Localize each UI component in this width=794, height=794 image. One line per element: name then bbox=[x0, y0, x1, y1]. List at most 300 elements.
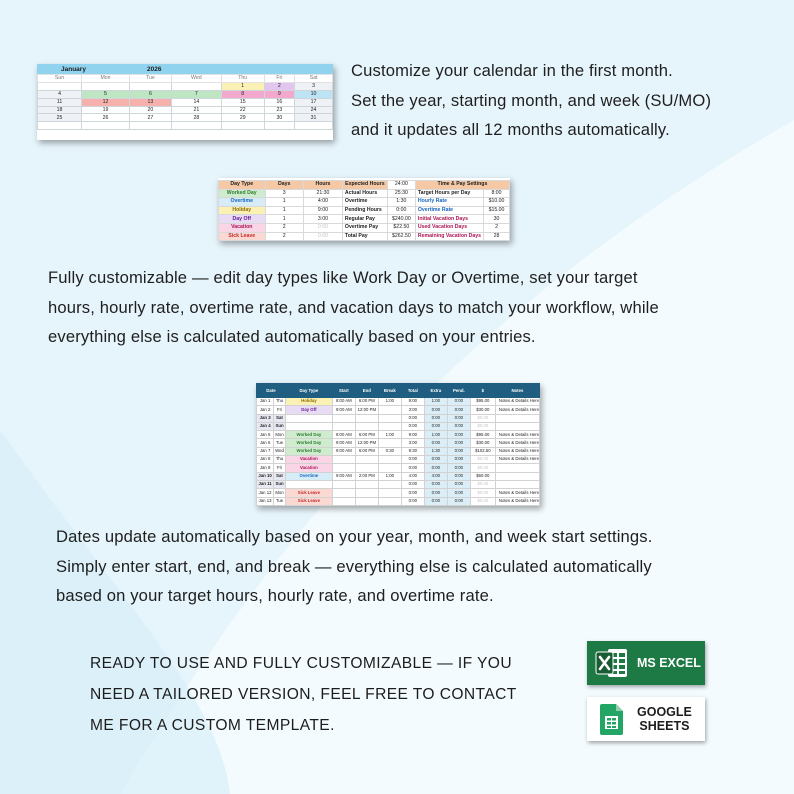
cell-pay: $0.00 bbox=[470, 497, 495, 505]
cell-total: 9:00 bbox=[401, 431, 424, 439]
cell-date: Jan 6 bbox=[257, 439, 274, 447]
cell-start bbox=[332, 414, 355, 422]
weekday: Sat bbox=[295, 75, 333, 83]
cell-pay: $95.00 bbox=[470, 431, 495, 439]
cell-total: 0:00 bbox=[401, 464, 424, 472]
cell-pend: 0:00 bbox=[447, 456, 470, 464]
calendar-day: 6 bbox=[129, 90, 171, 98]
cell-wd: Sat bbox=[274, 472, 286, 480]
cell-date: Jan 11 bbox=[257, 480, 274, 488]
cell-start: 9:00 AM bbox=[332, 447, 355, 455]
time-log-row bbox=[257, 489, 540, 497]
custom-template-note bbox=[90, 648, 517, 741]
cell-date: Jan 10 bbox=[257, 472, 274, 480]
cell-total: 0:00 bbox=[401, 480, 424, 488]
cell-wd: Mon bbox=[274, 431, 286, 439]
cell-start: 9:00 AM bbox=[332, 472, 355, 480]
weekday: Thu bbox=[221, 75, 264, 83]
calendar-day: 8 bbox=[221, 90, 264, 98]
time-log-row bbox=[257, 422, 540, 430]
column-header: $ bbox=[470, 384, 495, 398]
cell-pay: $60.00 bbox=[470, 472, 495, 480]
summary-label: Regular Pay bbox=[342, 215, 387, 224]
cell-brk bbox=[378, 497, 401, 505]
google-sheets-icon bbox=[595, 702, 629, 736]
calendar-day: 20 bbox=[129, 106, 171, 114]
cell-type: Overtime bbox=[285, 472, 332, 480]
cell-notes: Notes & Details Here bbox=[495, 497, 539, 505]
expected-hours-value: 24:00 bbox=[387, 181, 415, 190]
cell-pay: $0.00 bbox=[470, 489, 495, 497]
cell-end: 2:00 PM bbox=[355, 472, 378, 480]
cell-type: Worked Day bbox=[285, 439, 332, 447]
description-line: Set the year, starting month, and week (SU/MO) bbox=[351, 90, 712, 110]
settings-row bbox=[219, 198, 510, 207]
cell-extra: 0:00 bbox=[424, 422, 447, 430]
cell-date: Jan 12 bbox=[257, 489, 274, 497]
cell-brk: 1:00 bbox=[378, 398, 401, 406]
cell-pend: 0:00 bbox=[447, 439, 470, 447]
day-type-label: Sick Leave bbox=[219, 232, 266, 241]
ms-excel-badge bbox=[587, 641, 705, 685]
google-sheets-label bbox=[637, 705, 692, 733]
cell-brk bbox=[378, 414, 401, 422]
calendar-description bbox=[351, 56, 711, 145]
calendar-day: 12 bbox=[82, 98, 130, 106]
time-log-row bbox=[257, 406, 540, 414]
cell-brk bbox=[378, 464, 401, 472]
calendar-week bbox=[38, 122, 333, 130]
time-log-row bbox=[257, 431, 540, 439]
calendar-day: 10 bbox=[295, 90, 333, 98]
day-type-label: Vacation bbox=[219, 223, 266, 232]
calendar-day: 7 bbox=[171, 90, 221, 98]
cell-type: Worked Day bbox=[285, 447, 332, 455]
cell-date: Jan 7 bbox=[257, 447, 274, 455]
cell-total: 3:00 bbox=[401, 439, 424, 447]
cell-pay: $0.00 bbox=[470, 456, 495, 464]
time-log-row bbox=[257, 464, 540, 472]
cell-pend: 0:00 bbox=[447, 497, 470, 505]
settings-header-row bbox=[219, 181, 510, 190]
time-log-header-row bbox=[257, 384, 540, 398]
cell-notes: Notes & Details Here bbox=[495, 489, 539, 497]
description-line: and it updates all 12 months automatically. bbox=[351, 120, 670, 139]
cell-pend: 0:00 bbox=[447, 480, 470, 488]
day-count: 3 bbox=[265, 189, 303, 198]
time-log-row bbox=[257, 439, 540, 447]
cell-type: Vacation bbox=[285, 464, 332, 472]
note-line: NEED A TAILORED VERSION, FEEL FREE TO CONTACT bbox=[90, 686, 517, 703]
calendar-day: 25 bbox=[38, 114, 82, 122]
calendar-day: 9 bbox=[264, 90, 294, 98]
settings-row bbox=[219, 189, 510, 198]
cell-pay: $30.00 bbox=[470, 406, 495, 414]
cell-brk bbox=[378, 422, 401, 430]
cell-end: 6:00 PM bbox=[355, 447, 378, 455]
cell-date: Jan 5 bbox=[257, 431, 274, 439]
cell-notes bbox=[495, 472, 539, 480]
time-log-row bbox=[257, 497, 540, 505]
weekday-row bbox=[38, 75, 333, 83]
calendar-day bbox=[221, 122, 264, 130]
cell-notes bbox=[495, 414, 539, 422]
cell-wd: Thu bbox=[274, 398, 286, 406]
cell-extra: 0:00 bbox=[424, 456, 447, 464]
cell-date: Jan 8 bbox=[257, 456, 274, 464]
cell-date: Jan 13 bbox=[257, 497, 274, 505]
cell-extra: 1:00 bbox=[424, 398, 447, 406]
cell-pay: $0.00 bbox=[470, 414, 495, 422]
cell-end bbox=[355, 464, 378, 472]
cell-start bbox=[332, 497, 355, 505]
calendar-day bbox=[171, 122, 221, 130]
cell-pend: 0:00 bbox=[447, 489, 470, 497]
cell-wd: Fri bbox=[274, 464, 286, 472]
settings-table bbox=[218, 180, 510, 241]
settings-row bbox=[219, 206, 510, 215]
note-line: ME FOR A CUSTOM TEMPLATE. bbox=[90, 717, 335, 734]
column-header: Start bbox=[332, 384, 355, 398]
cell-pay: $30.00 bbox=[470, 439, 495, 447]
cell-end bbox=[355, 422, 378, 430]
cell-type: Sick Leave bbox=[285, 497, 332, 505]
calendar-grid bbox=[37, 74, 333, 130]
pay-setting-label: Target Hours per Day bbox=[415, 189, 483, 198]
calendar-year: 2026 bbox=[147, 65, 162, 73]
summary-label: Overtime bbox=[342, 198, 387, 207]
cell-pay: $0.00 bbox=[470, 422, 495, 430]
cell-extra: 0:00 bbox=[424, 406, 447, 414]
weekday: Wed bbox=[171, 75, 221, 83]
cell-extra: 0:00 bbox=[424, 439, 447, 447]
cell-total: 9:00 bbox=[401, 398, 424, 406]
day-type-label: Day Off bbox=[219, 215, 266, 224]
cell-start: 9:00 AM bbox=[332, 406, 355, 414]
cell-extra: 0:00 bbox=[424, 414, 447, 422]
cell-wd: Sun bbox=[274, 480, 286, 488]
cell-start bbox=[332, 456, 355, 464]
column-header: Break bbox=[378, 384, 401, 398]
column-header: Extra bbox=[424, 384, 447, 398]
column-header: Total bbox=[401, 384, 424, 398]
column-header: Day Type bbox=[219, 181, 266, 190]
cell-end bbox=[355, 414, 378, 422]
cell-notes bbox=[495, 422, 539, 430]
cell-wd: Tue bbox=[274, 439, 286, 447]
cell-date: Jan 2 bbox=[257, 406, 274, 414]
cell-total: 9:30 bbox=[401, 447, 424, 455]
cell-type: Vacation bbox=[285, 456, 332, 464]
cell-pend: 0:00 bbox=[447, 472, 470, 480]
weekday: Sun bbox=[38, 75, 82, 83]
day-hours: 0:00 bbox=[303, 232, 342, 241]
cell-pend: 0:00 bbox=[447, 447, 470, 455]
cell-start: 8:00 AM bbox=[332, 431, 355, 439]
day-count: 2 bbox=[265, 232, 303, 241]
cell-brk: 0:30 bbox=[378, 447, 401, 455]
cell-pay: $95.00 bbox=[470, 398, 495, 406]
cell-date: Jan 1 bbox=[257, 398, 274, 406]
cell-extra: 1:00 bbox=[424, 431, 447, 439]
cell-brk: 1:00 bbox=[378, 472, 401, 480]
day-type-label: Worked Day bbox=[219, 189, 266, 198]
cell-pend: 0:00 bbox=[447, 398, 470, 406]
cell-pend: 0:00 bbox=[447, 406, 470, 414]
settings-description bbox=[48, 263, 659, 352]
cell-brk bbox=[378, 480, 401, 488]
pay-setting-value: $10.00 bbox=[484, 198, 510, 207]
summary-label: Actual Hours bbox=[342, 189, 387, 198]
column-header: Time & Pay Settings bbox=[415, 181, 509, 190]
pay-setting-value: 2 bbox=[484, 223, 510, 232]
cell-start bbox=[332, 422, 355, 430]
summary-label: Total Pay bbox=[342, 232, 387, 241]
calendar-day: 23 bbox=[264, 106, 294, 114]
cell-wd: Sun bbox=[274, 422, 286, 430]
summary-value: $22.50 bbox=[387, 223, 415, 232]
cell-pay: $0.00 bbox=[470, 464, 495, 472]
calendar-day bbox=[129, 82, 171, 90]
calendar-day: 15 bbox=[221, 98, 264, 106]
cell-wd: Thu bbox=[274, 456, 286, 464]
excel-icon bbox=[595, 646, 629, 680]
calendar-day bbox=[82, 82, 130, 90]
time-log-row bbox=[257, 447, 540, 455]
description-line: Customize your calendar in the first month. bbox=[351, 61, 673, 80]
calendar-week bbox=[38, 106, 333, 114]
day-hours: 9:00 bbox=[303, 206, 342, 215]
cell-start: 8:00 AM bbox=[332, 398, 355, 406]
calendar-day bbox=[38, 82, 82, 90]
calendar-week bbox=[38, 98, 333, 106]
cell-wd: Mon bbox=[274, 489, 286, 497]
calendar-preview bbox=[37, 64, 333, 140]
day-count: 2 bbox=[265, 223, 303, 232]
cell-total: 0:00 bbox=[401, 422, 424, 430]
day-count: 1 bbox=[265, 198, 303, 207]
day-type-label: Holiday bbox=[219, 206, 266, 215]
calendar-day: 17 bbox=[295, 98, 333, 106]
cell-notes bbox=[495, 480, 539, 488]
cell-brk bbox=[378, 406, 401, 414]
column-header: Pend. bbox=[447, 384, 470, 398]
description-line: everything else is calculated automatically based on your entries. bbox=[48, 327, 536, 346]
cell-start bbox=[332, 489, 355, 497]
calendar-day: 29 bbox=[221, 114, 264, 122]
day-count: 1 bbox=[265, 206, 303, 215]
pay-setting-label: Initial Vacation Days bbox=[415, 215, 483, 224]
calendar-day bbox=[264, 122, 294, 130]
cell-date: Jan 9 bbox=[257, 464, 274, 472]
cell-date: Jan 4 bbox=[257, 422, 274, 430]
time-log-row bbox=[257, 472, 540, 480]
cell-end: 12:00 PM bbox=[355, 439, 378, 447]
time-log-row bbox=[257, 456, 540, 464]
calendar-day: 30 bbox=[264, 114, 294, 122]
cell-type: Holiday bbox=[285, 398, 332, 406]
calendar-day: 4 bbox=[38, 90, 82, 98]
cell-extra: 0:00 bbox=[424, 480, 447, 488]
cell-end bbox=[355, 497, 378, 505]
cell-total: 0:00 bbox=[401, 456, 424, 464]
calendar-header bbox=[37, 64, 333, 74]
settings-row bbox=[219, 232, 510, 241]
calendar-day: 3 bbox=[295, 82, 333, 90]
calendar-week bbox=[38, 90, 333, 98]
day-hours: 21:30 bbox=[303, 189, 342, 198]
cell-brk: 1:00 bbox=[378, 431, 401, 439]
day-type-label: Overtime bbox=[219, 198, 266, 207]
cell-type bbox=[285, 422, 332, 430]
calendar-day: 21 bbox=[171, 106, 221, 114]
calendar-day bbox=[171, 82, 221, 90]
cell-total: 3:00 bbox=[401, 406, 424, 414]
cell-extra: 1:30 bbox=[424, 447, 447, 455]
pay-setting-label: Hourly Rate bbox=[415, 198, 483, 207]
summary-value: $240.00 bbox=[387, 215, 415, 224]
cell-type bbox=[285, 414, 332, 422]
column-header: Date bbox=[257, 384, 286, 398]
summary-label: Pending Hours bbox=[342, 206, 387, 215]
cell-notes: Notes & Details Here bbox=[495, 398, 539, 406]
cell-brk bbox=[378, 489, 401, 497]
cell-total: 0:00 bbox=[401, 414, 424, 422]
settings-row bbox=[219, 223, 510, 232]
cell-pay: $102.50 bbox=[470, 447, 495, 455]
pay-setting-value: 30 bbox=[484, 215, 510, 224]
cell-start bbox=[332, 464, 355, 472]
cell-type: Day Off bbox=[285, 406, 332, 414]
cell-wd: Fri bbox=[274, 406, 286, 414]
calendar-day: 5 bbox=[82, 90, 130, 98]
weekday: Fri bbox=[264, 75, 294, 83]
cell-end bbox=[355, 456, 378, 464]
summary-label: Overtime Pay bbox=[342, 223, 387, 232]
description-line: Fully customizable — edit day types like Work Day or Overtime, set your target bbox=[48, 268, 638, 287]
description-line: Simply enter start, end, and break — everything else is calculated automatically bbox=[56, 556, 652, 576]
cell-pend: 0:00 bbox=[447, 422, 470, 430]
cell-wd: Sat bbox=[274, 414, 286, 422]
cell-extra: 0:00 bbox=[424, 464, 447, 472]
description-line: Dates update automatically based on your year, month, and week start settings. bbox=[56, 527, 653, 546]
description-line: hours, hourly rate, overtime rate, and vacation days to match your workflow, while bbox=[48, 297, 659, 317]
cell-wd: Wed bbox=[274, 447, 286, 455]
column-header: Days bbox=[265, 181, 303, 190]
cell-total: 4:00 bbox=[401, 472, 424, 480]
summary-value: 25:30 bbox=[387, 189, 415, 198]
calendar-day: 28 bbox=[171, 114, 221, 122]
google-sheets-badge bbox=[587, 697, 705, 741]
cell-extra: 0:00 bbox=[424, 489, 447, 497]
cell-extra: 0:00 bbox=[424, 497, 447, 505]
summary-value: 1:30 bbox=[387, 198, 415, 207]
cell-pay: $0.00 bbox=[470, 480, 495, 488]
calendar-day: 26 bbox=[82, 114, 130, 122]
calendar-day: 24 bbox=[295, 106, 333, 114]
cell-date: Jan 3 bbox=[257, 414, 274, 422]
settings-row bbox=[219, 215, 510, 224]
pay-setting-value: 28 bbox=[484, 232, 510, 241]
time-log-table bbox=[256, 383, 540, 506]
calendar-day: 16 bbox=[264, 98, 294, 106]
cell-end: 6:00 PM bbox=[355, 398, 378, 406]
time-log-description bbox=[56, 522, 653, 611]
cell-notes: Notes & Details Here bbox=[495, 431, 539, 439]
cell-wd: Tue bbox=[274, 497, 286, 505]
cell-pend: 0:00 bbox=[447, 464, 470, 472]
cell-notes: Notes & Details Here bbox=[495, 439, 539, 447]
calendar-week bbox=[38, 114, 333, 122]
time-log-row bbox=[257, 480, 540, 488]
time-log-body bbox=[257, 398, 540, 506]
pay-setting-label: Used Vacation Days bbox=[415, 223, 483, 232]
day-hours: 3:00 bbox=[303, 215, 342, 224]
day-hours: 0:00 bbox=[303, 223, 342, 232]
cell-end bbox=[355, 489, 378, 497]
cell-total: 0:00 bbox=[401, 489, 424, 497]
cell-notes: Notes & Details Here bbox=[495, 406, 539, 414]
google-sheets-label-line: GOOGLE bbox=[637, 705, 692, 719]
cell-end: 12:00 PM bbox=[355, 406, 378, 414]
calendar-day bbox=[129, 122, 171, 130]
cell-notes: Notes & Details Here bbox=[495, 456, 539, 464]
time-log-row bbox=[257, 414, 540, 422]
calendar-day: 14 bbox=[171, 98, 221, 106]
calendar-day: 11 bbox=[38, 98, 82, 106]
calendar-day bbox=[38, 122, 82, 130]
calendar-day: 22 bbox=[221, 106, 264, 114]
cell-type bbox=[285, 480, 332, 488]
calendar-week bbox=[38, 82, 333, 90]
pay-setting-value: 8:00 bbox=[484, 189, 510, 198]
cell-end: 6:00 PM bbox=[355, 431, 378, 439]
calendar-day: 31 bbox=[295, 114, 333, 122]
calendar-day: 13 bbox=[129, 98, 171, 106]
calendar-day: 2 bbox=[264, 82, 294, 90]
time-log-row bbox=[257, 398, 540, 406]
cell-start: 9:00 AM bbox=[332, 439, 355, 447]
calendar-day: 27 bbox=[129, 114, 171, 122]
google-sheets-label-line: SHEETS bbox=[639, 719, 690, 733]
cell-brk bbox=[378, 439, 401, 447]
cell-pend: 0:00 bbox=[447, 414, 470, 422]
summary-value: $262.50 bbox=[387, 232, 415, 241]
column-header: Day Type bbox=[285, 384, 332, 398]
column-header: End bbox=[355, 384, 378, 398]
pay-setting-value: $15.00 bbox=[484, 206, 510, 215]
time-log-preview bbox=[256, 383, 540, 506]
pay-setting-label: Remaining Vacation Days bbox=[415, 232, 483, 241]
cell-notes: Notes & Details Here bbox=[495, 447, 539, 455]
column-header: Hours bbox=[303, 181, 342, 190]
weekday: Tue bbox=[129, 75, 171, 83]
cell-start bbox=[332, 480, 355, 488]
calendar-month: January bbox=[61, 65, 86, 73]
cell-type: Sick Leave bbox=[285, 489, 332, 497]
cell-pend: 0:00 bbox=[447, 431, 470, 439]
ms-excel-label: MS EXCEL bbox=[637, 656, 701, 670]
column-header: Expected Hours bbox=[342, 181, 387, 190]
weekday: Mon bbox=[82, 75, 130, 83]
description-line: based on your target hours, hourly rate, and overtime rate. bbox=[56, 586, 494, 605]
cell-notes bbox=[495, 464, 539, 472]
calendar-day: 19 bbox=[82, 106, 130, 114]
calendar-day: 1 bbox=[221, 82, 264, 90]
day-count: 1 bbox=[265, 215, 303, 224]
calendar-day bbox=[82, 122, 130, 130]
pay-setting-label: Overtime Rate bbox=[415, 206, 483, 215]
